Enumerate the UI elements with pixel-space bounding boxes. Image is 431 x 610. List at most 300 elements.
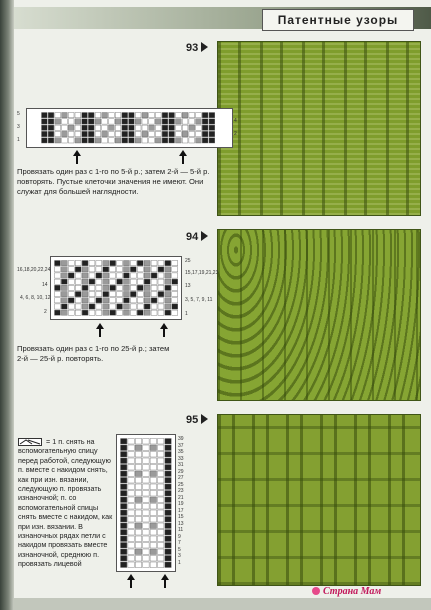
- chart-cell: [121, 562, 127, 568]
- chart-row-label: 21: [178, 494, 184, 501]
- chart-cell: [162, 119, 168, 124]
- chart-cell: [165, 439, 171, 445]
- chart-cell: [128, 530, 134, 536]
- chart-cell: [158, 445, 164, 451]
- chart-row-label: 5: [17, 111, 20, 117]
- chart-cell: [158, 504, 164, 510]
- chart-cell: [162, 138, 168, 143]
- chart-cell: [135, 556, 141, 562]
- chart-cell: [151, 292, 157, 297]
- chart-cell: [165, 562, 171, 568]
- chart-cell: [169, 138, 175, 143]
- chart-cell: [189, 119, 195, 124]
- chart-cell: [117, 298, 123, 303]
- chart-cell: [143, 491, 149, 497]
- chart-cell: [110, 261, 116, 266]
- chart-cell: [165, 510, 171, 516]
- chart-cell: [75, 292, 81, 297]
- chart-cell: [165, 458, 171, 464]
- chart-row-label: 1: [178, 559, 181, 566]
- chart-cell: [103, 285, 109, 290]
- chart-cell: [130, 261, 136, 266]
- chart-cell: [95, 138, 101, 143]
- chart-cell: [158, 478, 164, 484]
- chart-cell: [110, 298, 116, 303]
- chart-cell: [135, 504, 141, 510]
- chart-row-label: 3, 5, 7, 9, 11: [185, 297, 213, 303]
- chart-cell: [150, 517, 156, 523]
- pointer-arrow-icon: [201, 231, 208, 241]
- chart-cell: [202, 138, 208, 143]
- chart-cell: [68, 292, 74, 297]
- chart-cell: [88, 138, 94, 143]
- chart-cell: [128, 562, 134, 568]
- chart-cell: [110, 285, 116, 290]
- chart-cell: [82, 138, 88, 143]
- chart-cell: [61, 273, 67, 278]
- chart-cell: [110, 304, 116, 309]
- chart-cell: [149, 131, 155, 136]
- pattern-description-93: Провязать один раз с 1-го по 5-й р.; затем 2-й — 5-й р. повторять. Пустые клеточки значения не имеют. Они служат для большей наглядности.: [17, 167, 210, 196]
- chart-cell: [176, 138, 182, 143]
- chart-cell: [151, 267, 157, 272]
- chart-cell: [103, 273, 109, 278]
- chart-cell: [121, 465, 127, 471]
- chart-cell: [165, 267, 171, 272]
- chart-row-label: 15,17,19,21,23: [185, 270, 219, 276]
- chart-cell: [150, 530, 156, 536]
- chart-cell: [144, 304, 150, 309]
- chart-cell: [96, 279, 102, 284]
- chart-cell: [115, 113, 121, 118]
- chart-cell: [68, 279, 74, 284]
- pointer-arrow-icon: [201, 414, 208, 424]
- chart-cell: [135, 562, 141, 568]
- chart-cell: [182, 138, 188, 143]
- chart-cell: [128, 471, 134, 477]
- chart-cell: [137, 298, 143, 303]
- chart-cell: [196, 138, 202, 143]
- chart-cell: [189, 138, 195, 143]
- chart-cell: [151, 304, 157, 309]
- chart-cell: [165, 285, 171, 290]
- chart-row-label: 31: [178, 462, 184, 468]
- chart-cell: [158, 267, 164, 272]
- chart-cell: [162, 113, 168, 118]
- chart-row-label: 5: [178, 546, 181, 553]
- chart-cell: [128, 458, 134, 464]
- chart-cell: [55, 261, 61, 266]
- chart-cell: [129, 113, 135, 118]
- chart-cell: [209, 119, 215, 124]
- chart-cell: [88, 131, 94, 136]
- chart-cell: [68, 125, 74, 130]
- chart-cell: [89, 279, 95, 284]
- chart-cell: [165, 279, 171, 284]
- chart-cell: [128, 523, 134, 529]
- chart-cell: [102, 119, 108, 124]
- chart-cell: [158, 279, 164, 284]
- chart-cell: [55, 279, 61, 284]
- chart-cell: [117, 279, 123, 284]
- chart-cell: [122, 113, 128, 118]
- chart-cell: [151, 261, 157, 266]
- chart-cell: [117, 310, 123, 315]
- chart-cell: [135, 510, 141, 516]
- chart-cell: [124, 273, 130, 278]
- chart-cell: [169, 131, 175, 136]
- chart-cell: [68, 119, 74, 124]
- chart-cell: [89, 273, 95, 278]
- chart-cell: [82, 273, 88, 278]
- chart-cell: [158, 484, 164, 490]
- chart-cell: [143, 543, 149, 549]
- chart-cell: [165, 523, 171, 529]
- chart-cell: [182, 131, 188, 136]
- chart-cell: [150, 452, 156, 458]
- chart-cell: [121, 491, 127, 497]
- chart-cell: [61, 292, 67, 297]
- chart-cell: [135, 119, 141, 124]
- chart-cell: [55, 285, 61, 290]
- chart-cell: [155, 125, 161, 130]
- chart-cell: [150, 497, 156, 503]
- chart-cell: [143, 523, 149, 529]
- chart-cell: [165, 292, 171, 297]
- chart-cell: [135, 549, 141, 555]
- chart-cell: [150, 543, 156, 549]
- chart-cell: [88, 113, 94, 118]
- chart-cell: [68, 138, 74, 143]
- chart-cell: [124, 292, 130, 297]
- chart-cell: [121, 556, 127, 562]
- chart-cell: [55, 304, 61, 309]
- chart-cell: [158, 310, 164, 315]
- chart-cell: [130, 298, 136, 303]
- chart-cell: [82, 119, 88, 124]
- knit-swatch-95: [217, 414, 421, 586]
- chart-cell: [117, 261, 123, 266]
- chart-cell: [165, 543, 171, 549]
- chart-cell: [117, 267, 123, 272]
- chart-cell: [128, 491, 134, 497]
- chart-cell: [135, 458, 141, 464]
- page-title: Патентные узоры: [262, 9, 414, 31]
- chart-cell: [172, 261, 178, 266]
- chart-cell: [122, 138, 128, 143]
- chart-cell: [172, 285, 178, 290]
- chart-cell: [158, 510, 164, 516]
- chart-cell: [117, 273, 123, 278]
- chart-row-label: 3: [17, 124, 20, 130]
- chart-cell: [182, 113, 188, 118]
- chart-row-label: 33: [178, 455, 184, 462]
- chart-cell: [121, 471, 127, 477]
- chart-cell: [135, 491, 141, 497]
- chart-cell: [95, 125, 101, 130]
- chart-cell: [176, 125, 182, 130]
- chart-cell: [196, 125, 202, 130]
- chart-cell: [142, 138, 148, 143]
- chart-cell: [75, 298, 81, 303]
- chart-cell: [165, 497, 171, 503]
- chart-cell: [196, 119, 202, 124]
- knitting-chart-93: [26, 108, 233, 148]
- chart-cell: [158, 471, 164, 477]
- chart-cell: [124, 267, 130, 272]
- chart-cell: [135, 497, 141, 503]
- chart-cell: [103, 298, 109, 303]
- chart-cell: [130, 279, 136, 284]
- chart-cell: [103, 304, 109, 309]
- chart-cell: [89, 267, 95, 272]
- chart-cell: [124, 279, 130, 284]
- chart-cell: [48, 138, 54, 143]
- chart-cell: [82, 298, 88, 303]
- chart-cell: [143, 556, 149, 562]
- page-spine: [0, 0, 14, 610]
- chart-cell: [95, 113, 101, 118]
- chart-cell: [172, 273, 178, 278]
- chart-cell: [48, 119, 54, 124]
- chart-cell: [165, 478, 171, 484]
- chart-cell: [75, 131, 81, 136]
- chart-cell: [128, 556, 134, 562]
- chart-cell: [61, 285, 67, 290]
- chart-cell: [130, 292, 136, 297]
- logo-icon: [312, 587, 320, 595]
- chart-cell: [137, 261, 143, 266]
- chart-cell: [42, 119, 48, 124]
- chart-cell: [68, 273, 74, 278]
- chart-cell: [149, 113, 155, 118]
- chart-cell: [209, 131, 215, 136]
- chart-cell: [144, 298, 150, 303]
- chart-cell: [121, 510, 127, 516]
- chart-cell: [96, 304, 102, 309]
- chart-cell: [129, 131, 135, 136]
- chart-cell: [89, 285, 95, 290]
- chart-cell: [135, 439, 141, 445]
- chart-cell: [135, 543, 141, 549]
- chart-cell: [143, 497, 149, 503]
- chart-cell: [143, 530, 149, 536]
- chart-row-label: 9: [178, 533, 181, 540]
- chart-cell: [82, 285, 88, 290]
- chart-cell: [137, 292, 143, 297]
- chart-cell: [89, 261, 95, 266]
- chart-cell: [121, 439, 127, 445]
- pattern-number-93: 93: [186, 42, 208, 54]
- chart-grid-95: [120, 438, 172, 568]
- chart-cell: [130, 267, 136, 272]
- chart-cell: [158, 439, 164, 445]
- chart-cell: [124, 261, 130, 266]
- chart-cell: [68, 131, 74, 136]
- chart-cell: [176, 113, 182, 118]
- chart-cell: [158, 458, 164, 464]
- chart-cell: [151, 310, 157, 315]
- chart-cell: [110, 292, 116, 297]
- chart-cell: [61, 279, 67, 284]
- chart-cell: [96, 273, 102, 278]
- chart-cell: [128, 497, 134, 503]
- chart-cell: [96, 310, 102, 315]
- chart-cell: [150, 556, 156, 562]
- chart-cell: [176, 131, 182, 136]
- chart-cell: [102, 131, 108, 136]
- chart-row-label: 25: [178, 481, 184, 488]
- chart-cell: [55, 113, 61, 118]
- chart-cell: [110, 273, 116, 278]
- chart-cell: [128, 510, 134, 516]
- chart-cell: [150, 445, 156, 451]
- chart-cell: [150, 549, 156, 555]
- chart-row-label: 35: [178, 449, 184, 455]
- chart-cell: [143, 439, 149, 445]
- chart-cell: [155, 119, 161, 124]
- chart-cell: [158, 549, 164, 555]
- chart-cell: [109, 131, 115, 136]
- chart-cell: [129, 125, 135, 130]
- chart-cell: [62, 131, 68, 136]
- page-bottom-shadow: [14, 598, 431, 610]
- chart-cell: [128, 543, 134, 549]
- chart-cell: [135, 125, 141, 130]
- chart-cell: [165, 445, 171, 451]
- chart-cell: [149, 125, 155, 130]
- chart-cell: [121, 458, 127, 464]
- chart-cell: [68, 285, 74, 290]
- chart-row-label: 11: [178, 527, 184, 533]
- chart-cell: [150, 439, 156, 445]
- chart-cell: [158, 556, 164, 562]
- chart-cell: [165, 549, 171, 555]
- chart-row-label: 16,18,20,22,24: [17, 267, 51, 273]
- chart-cell: [82, 261, 88, 266]
- chart-cell: [96, 261, 102, 266]
- chart-cell: [124, 298, 130, 303]
- chart-cell: [165, 452, 171, 458]
- chart-cell: [121, 478, 127, 484]
- chart-cell: [95, 131, 101, 136]
- chart-cell: [122, 125, 128, 130]
- chart-cell: [158, 292, 164, 297]
- chart-cell: [42, 125, 48, 130]
- chart-cell: [165, 517, 171, 523]
- chart-cell: [158, 523, 164, 529]
- chart-grid-93: [41, 112, 217, 144]
- chart-cell: [144, 292, 150, 297]
- chart-cell: [68, 261, 74, 266]
- chart-cell: [121, 445, 127, 451]
- chart-cell: [75, 125, 81, 130]
- chart-cell: [135, 478, 141, 484]
- chart-cell: [150, 465, 156, 471]
- chart-cell: [103, 279, 109, 284]
- chart-row-label: 4: [234, 118, 237, 124]
- chart-cell: [143, 452, 149, 458]
- chart-cell: [135, 517, 141, 523]
- chart-cell: [88, 119, 94, 124]
- chart-cell: [151, 298, 157, 303]
- chart-cell: [88, 125, 94, 130]
- chart-cell: [117, 304, 123, 309]
- chart-cell: [158, 491, 164, 497]
- chart-cell: [151, 279, 157, 284]
- chart-cell: [130, 285, 136, 290]
- chart-cell: [135, 471, 141, 477]
- chart-cell: [103, 261, 109, 266]
- chart-cell: [61, 304, 67, 309]
- chart-cell: [102, 125, 108, 130]
- chart-cell: [189, 125, 195, 130]
- chart-cell: [143, 536, 149, 542]
- chart-cell: [75, 310, 81, 315]
- knit-swatch-94: [217, 229, 421, 401]
- stitch-legend-95: = 1 п. снять на вспомогательную спицу перед работой, следующую п. вместе с накидом снять, как при изн. вязании, следующую п. провязать изнаночной; п. со вспомогательной спицы снять вместе с накидом, как при изн. вязании. В изнаночных рядах петли с накидом провязать вместе изнаночной, среднюю п. провязать лицевой: [18, 437, 113, 569]
- chart-cell: [109, 113, 115, 118]
- chart-cell: [82, 304, 88, 309]
- chart-cell: [150, 562, 156, 568]
- pattern-description-94: Провязать один раз с 1-го по 25-й р.; затем 2-й — 25-й р. повторять.: [17, 344, 170, 363]
- chart-cell: [96, 298, 102, 303]
- chart-cell: [130, 273, 136, 278]
- chart-cell: [143, 562, 149, 568]
- chart-cell: [95, 119, 101, 124]
- chart-row-label: 1: [185, 311, 188, 317]
- chart-cell: [62, 119, 68, 124]
- chart-row-label: 19: [178, 501, 184, 507]
- chart-cell: [102, 113, 108, 118]
- chart-cell: [115, 138, 121, 143]
- chart-cell: [135, 445, 141, 451]
- chart-cell: [162, 125, 168, 130]
- chart-cell: [189, 113, 195, 118]
- chart-cell: [121, 530, 127, 536]
- chart-cell: [158, 273, 164, 278]
- chart-cell: [121, 543, 127, 549]
- chart-cell: [121, 536, 127, 542]
- chart-cell: [75, 113, 81, 118]
- chart-cell: [143, 478, 149, 484]
- chart-cell: [143, 510, 149, 516]
- chart-cell: [55, 119, 61, 124]
- chart-cell: [150, 484, 156, 490]
- chart-cell: [103, 310, 109, 315]
- chart-cell: [75, 138, 81, 143]
- chart-row-label: 27: [178, 475, 184, 481]
- chart-grid-94: [54, 260, 178, 316]
- chart-cell: [75, 273, 81, 278]
- chart-cell: [137, 310, 143, 315]
- chart-cell: [143, 549, 149, 555]
- chart-row-label: 39: [178, 436, 184, 442]
- chart-cell: [55, 131, 61, 136]
- chart-cell: [121, 497, 127, 503]
- chart-cell: [143, 504, 149, 510]
- chart-cell: [48, 113, 54, 118]
- chart-cell: [144, 279, 150, 284]
- chart-cell: [121, 452, 127, 458]
- chart-cell: [75, 267, 81, 272]
- chart-cell: [89, 304, 95, 309]
- chart-cell: [158, 304, 164, 309]
- chart-cell: [151, 285, 157, 290]
- chart-cell: [150, 491, 156, 497]
- chart-cell: [172, 279, 178, 284]
- chart-cell: [196, 131, 202, 136]
